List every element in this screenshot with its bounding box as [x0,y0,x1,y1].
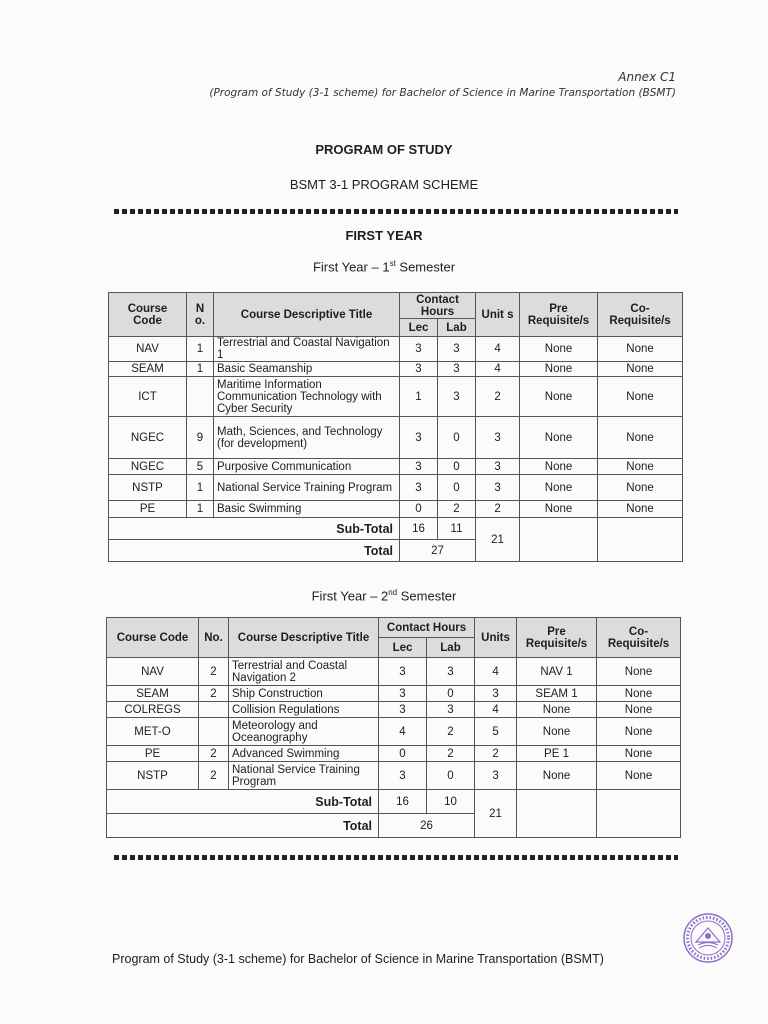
course-code: ICT [109,377,187,417]
course-title: Terrestrial and Coastal Navigation 1 [214,337,400,362]
course-title: Advanced Swimming [229,746,379,762]
course-title: Meteorology and Oceanography [229,718,379,746]
course-no: 2 [199,658,229,686]
header-prerequisites: Pre Requisite/s [520,293,598,337]
prerequisite: None [517,718,597,746]
prerequisite: NAV 1 [517,658,597,686]
course-code: NSTP [107,762,199,790]
table-row [107,762,681,790]
subtotal-lec: 16 [400,518,438,540]
units: 4 [476,337,520,362]
subtotal-row [107,790,681,814]
table-row [107,686,681,702]
course-no: 5 [187,459,214,475]
header-no: N o. [187,293,214,337]
university-seal-icon [682,912,734,964]
lec-hours: 0 [379,746,427,762]
lab-hours: 2 [438,501,476,518]
corequisite: None [598,501,683,518]
semester-2-title-suffix: Semester [397,588,457,604]
header-corequisites: Co- Requisite/s [597,618,681,658]
header-contact-hours: Contact Hours [400,293,476,319]
corequisite: None [598,377,683,417]
subtotal-label: Sub-Total [107,790,379,814]
prerequisite: None [517,762,597,790]
semester-2-title-prefix: First Year – 2 [311,588,389,604]
corequisite: None [597,762,681,790]
course-code: PE [107,746,199,762]
header-prerequisites: Pre Requisite/s [517,618,597,658]
prerequisite: None [520,475,598,501]
table-row [109,377,683,417]
lec-hours: 3 [400,337,438,362]
semester-1-title-prefix: First Year – 1 [312,259,390,275]
units: 2 [475,746,517,762]
lec-hours: 3 [400,475,438,501]
course-no: 1 [187,475,214,501]
header-course-code: Course Code [107,618,199,658]
lab-hours: 2 [427,718,475,746]
table-row [109,501,683,518]
lec-hours: 3 [379,686,427,702]
course-code: SEAM [107,686,199,702]
course-title: National Service Training Program [229,762,379,790]
units-total: 21 [475,790,517,838]
semester-1-title-sup: st [389,259,396,268]
semester-2-table [106,617,681,838]
corequisite: None [598,362,683,377]
lec-hours: 3 [379,658,427,686]
table-row [107,718,681,746]
course-code: NGEC [109,459,187,475]
header-no: No. [199,618,229,658]
units: 2 [476,377,520,417]
prerequisite: None [520,417,598,459]
header-units: Unit s [476,293,520,337]
lec-hours: 1 [400,377,438,417]
empty-cell [597,790,681,838]
lab-hours: 0 [438,417,476,459]
semester-1-title [0,259,768,274]
semester-2-title-sup: nd [388,588,398,597]
header-course-title: Course Descriptive Title [229,618,379,658]
prerequisite: PE 1 [517,746,597,762]
header-subtitle: (Program of Study (3-1 scheme) for Bachelor of Science in Marine Transportation (BSMT) [209,87,676,99]
course-code: NAV [109,337,187,362]
table-row [109,459,683,475]
subtotal-lec: 16 [379,790,427,814]
header-lab: Lab [427,638,475,658]
units: 3 [476,475,520,501]
course-title: Purposive Communication [214,459,400,475]
subtotal-lab: 11 [438,518,476,540]
corequisite: None [598,337,683,362]
course-code: NAV [107,658,199,686]
prerequisite: None [517,702,597,718]
annex-label: Annex C1 [618,70,676,84]
lec-hours: 3 [379,762,427,790]
lec-hours: 3 [400,362,438,377]
lab-hours: 3 [438,377,476,417]
subtotal-row [109,518,683,540]
table-row [109,362,683,377]
course-no: 2 [199,762,229,790]
lab-hours: 0 [427,762,475,790]
lab-hours: 3 [438,362,476,377]
lec-hours: 0 [400,501,438,518]
course-title: Maritime Information Communication Technology with Cyber Security [214,377,400,417]
lab-hours: 3 [427,702,475,718]
lec-hours: 4 [379,718,427,746]
course-no: 2 [199,746,229,762]
prerequisite: SEAM 1 [517,686,597,702]
units: 3 [476,459,520,475]
page-title: PROGRAM OF STUDY [315,142,453,157]
corequisite: None [597,746,681,762]
table-row [109,337,683,362]
course-title: Ship Construction [229,686,379,702]
lec-hours: 3 [400,417,438,459]
lab-hours: 0 [427,686,475,702]
page-footer: Program of Study (3-1 scheme) for Bachelor of Science in Marine Transportation (BSMT) [112,952,604,966]
course-title: National Service Training Program [214,475,400,501]
lec-hours: 3 [400,459,438,475]
corequisite: None [597,686,681,702]
prerequisite: None [520,459,598,475]
total-label: Total [107,814,379,838]
course-no [199,718,229,746]
course-no: 1 [187,337,214,362]
corequisite: None [597,658,681,686]
header-course-code: Course Code [109,293,187,337]
lab-hours: 2 [427,746,475,762]
lab-hours: 0 [438,459,476,475]
empty-cell [517,790,597,838]
prerequisite: None [520,337,598,362]
units-total: 21 [476,518,520,562]
course-title: Terrestrial and Coastal Navigation 2 [229,658,379,686]
course-no: 2 [199,686,229,702]
dotted-divider-bottom [114,855,678,860]
year-heading: FIRST YEAR [345,228,423,243]
units: 4 [475,658,517,686]
table-row [109,475,683,501]
units: 4 [475,702,517,718]
prerequisite: None [520,362,598,377]
course-title: Collision Regulations [229,702,379,718]
table-row [109,417,683,459]
header-contact-hours: Contact Hours [379,618,475,638]
prerequisite: None [520,377,598,417]
units: 3 [475,686,517,702]
prerequisite: None [520,501,598,518]
units: 3 [476,417,520,459]
corequisite: None [597,718,681,746]
header-units: Units [475,618,517,658]
course-code: NSTP [109,475,187,501]
subtotal-lab: 10 [427,790,475,814]
semester-2-title [0,588,768,603]
subtotal-label: Sub-Total [109,518,400,540]
header-lab: Lab [438,319,476,337]
semester-1-title-suffix: Semester [395,259,456,275]
corequisite: None [598,459,683,475]
units: 5 [475,718,517,746]
lab-hours: 3 [438,337,476,362]
table-row [107,702,681,718]
header-lec: Lec [400,319,438,337]
course-code: PE [109,501,187,518]
course-no [199,702,229,718]
table-row [107,746,681,762]
lab-hours: 3 [427,658,475,686]
lab-hours: 0 [438,475,476,501]
header-corequisites: Co- Requisite/s [598,293,683,337]
header-lec: Lec [379,638,427,658]
course-no: 1 [187,501,214,518]
program-scheme: BSMT 3-1 PROGRAM SCHEME [289,177,479,192]
semester-1-table [108,292,683,562]
units: 4 [476,362,520,377]
corequisite: None [598,475,683,501]
units: 3 [475,762,517,790]
empty-cell [520,518,598,562]
course-title: Math, Sciences, and Technology (for development) [214,417,400,459]
header-course-title: Course Descriptive Title [214,293,400,337]
course-code: NGEC [109,417,187,459]
lec-hours: 3 [379,702,427,718]
course-code: COLREGS [107,702,199,718]
empty-cell [598,518,683,562]
units: 2 [476,501,520,518]
course-code: SEAM [109,362,187,377]
course-no: 9 [187,417,214,459]
total-hours: 26 [379,814,475,838]
table-row [107,658,681,686]
dotted-divider-top [114,209,678,214]
corequisite: None [597,702,681,718]
total-hours: 27 [400,540,476,562]
course-code: MET-O [107,718,199,746]
course-no [187,377,214,417]
course-title: Basic Seamanship [214,362,400,377]
corequisite: None [598,417,683,459]
course-title: Basic Swimming [214,501,400,518]
course-no: 1 [187,362,214,377]
total-label: Total [109,540,400,562]
